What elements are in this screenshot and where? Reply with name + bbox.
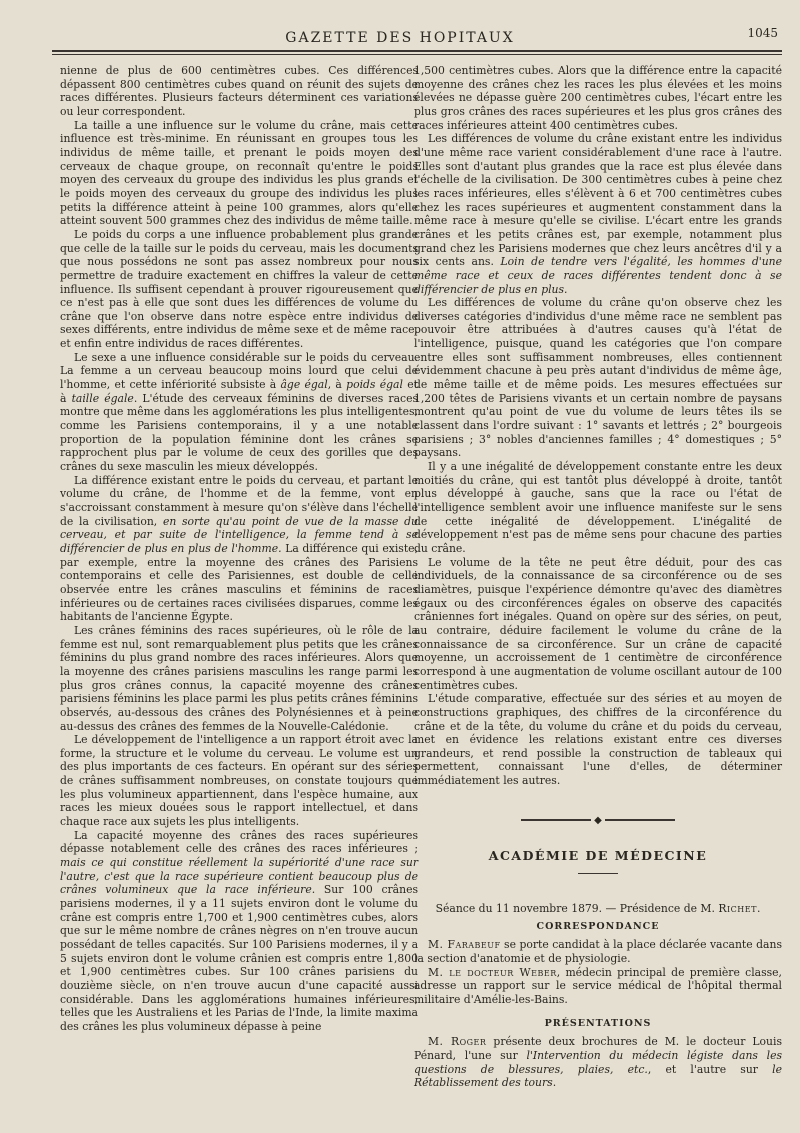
paragraph: M. Roger présente deux brochures de M. le docteur Louis Pénard, l'une sur l'Intervention du médecin légiste dans les questions de blessures, plaies, etc., et l'autre sur le Rétablissement des tours. xyxy=(414,1035,782,1090)
page-header-title: GAZETTE DES HOPITAUX xyxy=(285,30,515,46)
section-title: ACADÉMIE DE MÉDECINE xyxy=(488,848,708,864)
page-number: 1045 xyxy=(747,26,778,40)
paragraph: Il y a une inégalité de développement constante entre les deux moitiés du crâne, qui est tantôt plus développé à droite, tantôt plus développé à gauche, sans que la race ou l'état de l'intelligence semblent avoir une influence manifeste sur le sens de cette inégalité de développement. L'inégalité de développement n'est pas de même sens pour chacune des parties du crâne. xyxy=(414,460,782,555)
section-rule xyxy=(578,873,618,874)
paragraph: Les différences de volume du crâne qu'on observe chez les diverses catégories d'individus d'une même race ne semblent pas pouvoir être attribuées à d'autres causes qu'à l'état de l'intelligence, puisque, quand les catégories que l'on compare entre elles sont suffisamment nombreuses, elles contiennent évidemment chacune à peu près autant d'individus de même âge, de même taille et de même poids. Les mesures effectuées sur 1,200 têtes de Parisiens vivants et un certain nombre de paysans montrent qu'au point de vue du volume de leurs têtes ils se classent dans l'ordre suivant : 1° savants et lettrés ; 2° bourgeois parisiens ; 3° nobles d'anciennes familles ; 4° domestiques ; 5° paysans. xyxy=(414,296,782,460)
paragraph: M. le docteur Weber, médecin principal de première classe, adresse un rapport sur le service médical de l'hôpital thermal militaire d'Amélie-les-Bains. xyxy=(414,965,782,1007)
paragraph: L'étude comparative, effectuée sur des séries et au moyen de constructions graphiques, des chiffres de la circonférence du crâne et de la tête, du volume du crâne et du poids du cerveau, met en évidence les relations existant entre ces diverses grandeurs, et rend possible la construction de tableaux qui permettent, connaissant l'une d'elles, de déterminer immédiatement les autres. xyxy=(414,692,782,788)
subheading-correspondance: CORRESPONDANCE xyxy=(536,920,660,932)
right-column xyxy=(414,64,782,1090)
paragraph: Le sexe a une influence considérable sur le poids du cerveau. La femme a un cerveau beaucoup moins lourd que celui de l'homme, et cette infériorité subsiste à âge égal, à poids égal et à taille égale. L'étude des cerveaux féminins de diverses races montre que même dans les agglomérations les plus intelligentes, comme les Parisiens contemporains, il y a une notable proportion de la population féminine dont les crânes se rapprochent plus par le volume de ceux des gorilles que des crânes du sexe masculin les mieux développés. xyxy=(60,350,418,474)
paragraph: La taille a une influence sur le volume du crâne, mais cette influence est très-minime. En réunissant en groupes tous les individus de même taille, et prenant le poids moyen des cerveaux de chaque groupe, on reconnaît qu'entre le poids moyen des cerveaux du groupe des individus les plus grands et le poids moyen des cerveaux du groupe des individus les plus petits la différence atteint à peine 100 grammes, alors qu'elle atteint souvent 500 grammes chez des individus de même taille. xyxy=(60,118,418,228)
paragraph: Les différences de volume du crâne existant entre les individus d'une même race varient considérablement d'une race à l'autre. Elles sont d'autant plus grandes que la race est plus élevée dans l'échelle de la civilisation. De 300 centimètres cubes à peine chez les races inférieures, elles s'élèvent à 6 et 700 centimètres cubes chez les races supérieures et augmentent constamment dans la même race à mesure qu'elle se civilise. L'écart entre les grands crânes et les petits crânes est, par exemple, notamment plus grand chez les Parisiens modernes que chez leurs ancêtres d'il y a six cents ans. Loin de tendre vers l'égalité, les hommes d'une même race et ceux de races différentes tendent donc à se différencier de plus en plus. xyxy=(414,132,782,296)
ornament-divider: ◆ xyxy=(414,814,782,828)
header-rule-thin xyxy=(52,54,782,55)
paragraph: La différence existant entre le poids du cerveau, et partant le volume du crâne, de l'homme et de la femme, vont en s'accroissant constamment à mesure qu'on s'élève dans l'échelle de la civilisation, en sorte qu'au point de vue de la masse du cerveau, et par suite de l'intelligence, la femme tend à se différencier de plus en plus de l'homme. La différence qui existe, par exemple, entre la moyenne des crânes des Parisiens contemporains et celle des Parisiennes, est double de celle observée entre les crânes masculins et féminins de races inférieures ou de certaines races civilisées disparues, comme les habitants de l'ancienne Égypte. xyxy=(60,473,418,624)
paragraph: M. Farabeuf se porte candidat à la place déclarée vacante dans la section d'anatomie et de physiologie. xyxy=(414,938,782,966)
paragraph: Les crânes féminins des races supérieures, où le rôle de la femme est nul, sont remarquablement plus petits que les crânes féminins du plus grand nombre des races inférieures. Alors que la moyenne des crânes parisiens masculins les range parmi les plus gros crânes connus, la capacité moyenne des crânes parisiens féminins les place parmi les plus petits crânes féminins observés, au-dessous des crânes des Polynésiennes et à peine au-dessus des crânes des femmes de la Nouvelle-Calédonie. xyxy=(60,623,418,733)
paragraph: Le poids du corps a une influence probablement plus grande que celle de la taille sur le poids du cerveau, mais les documents que nous possédons ne sont pas assez nombreux pour nous permettre de traduire exactement en chiffres la valeur de cette influence. Ils suffisent cependant à prouver rigoureusement que ce n'est pas à elle que sont dues les différences de volume du crâne que l'on observe dans notre espèce entre individus de sexes différents, entre individus de même sexe et de même race, et enfin entre individus de races différentes. xyxy=(60,227,418,351)
subheading-presentations: PRÉSENTATIONS xyxy=(544,1017,652,1029)
seance-line: Séance du 11 novembre 1879. — Présidence de M. Richet. xyxy=(435,902,761,916)
paragraph: nienne de plus de 600 centimètres cubes. Ces différences dépassent 800 centimètres cubes quand on réunit des sujets de races différentes. Plusieurs facteurs déterminent ces variations ou leur correspondent. xyxy=(60,64,418,118)
paragraph: Le volume de la tête ne peut être déduit, pour des cas individuels, de la connaissance de sa circonférence ou de ses diamètres, puisque l'expérience démontre qu'avec des diamètres égaux ou des circonférences égales on observe des capacités crâniennes fort inégales. Quand on opère sur des séries, on peut, au contraire, déduire facilement le volume du crâne de la connaissance de sa circonférence. Sur un crâne de capacité moyenne, un accroissement de 1 centimètre de circonférence correspond à une augmentation de volume oscillant autour de 100 centimètres cubes. xyxy=(414,555,782,692)
paragraph: La capacité moyenne des crânes des races supérieures dépasse notablement celle des crânes des races inférieures ; mais ce qui constitue réellement la supériorité d'une race sur l'autre, c'est que la race supérieure contient beaucoup plus de crânes volumineux que la race inférieure. Sur 100 crânes parisiens modernes, il y a 11 sujets environ dont le volume du crâne est compris entre 1,700 et 1,900 centimètres cubes, alors que sur le même nombre de crânes nègres on n'en trouve aucun possédant de telles capacités. Sur 100 Parisiens modernes, il y a 5 sujets environ dont le volume crânien est compris entre 1,800 et 1,900 centimètres cubes. Sur 100 crânes parisiens du douzième siècle, on n'en trouve aucun d'une capacité aussi considérable. Dans les agglomérations humaines inférieures, telles que les Australiens et les Parias de l'Inde, la limite maxima des crânes les plus volumineux dépasse à peine xyxy=(60,828,419,1033)
left-column xyxy=(60,64,418,1034)
header-rule xyxy=(52,50,782,52)
paragraph: 1,500 centimètres cubes. Alors que la différence entre la capacité moyenne des crânes chez les races les plus élevées et les moins élevées ne dépasse guère 200 centimètres cubes, l'écart entre les plus gros crânes des races supérieures et les plus gros crânes des races inférieures atteint 400 centimètres cubes. xyxy=(414,64,782,132)
paragraph: Le développement de l'intelligence a un rapport étroit avec la forme, la structure et le volume du cerveau. Le volume est un des plus importants de ces facteurs. En opérant sur des séries de crânes suffisamment nombreuses, on constate toujours que les plus volumineux appartiennent, dans l'espèce humaine, aux races les mieux douées sous le rapport intellectuel, et dans chaque race aux sujets les plus intelligents. xyxy=(60,733,418,829)
